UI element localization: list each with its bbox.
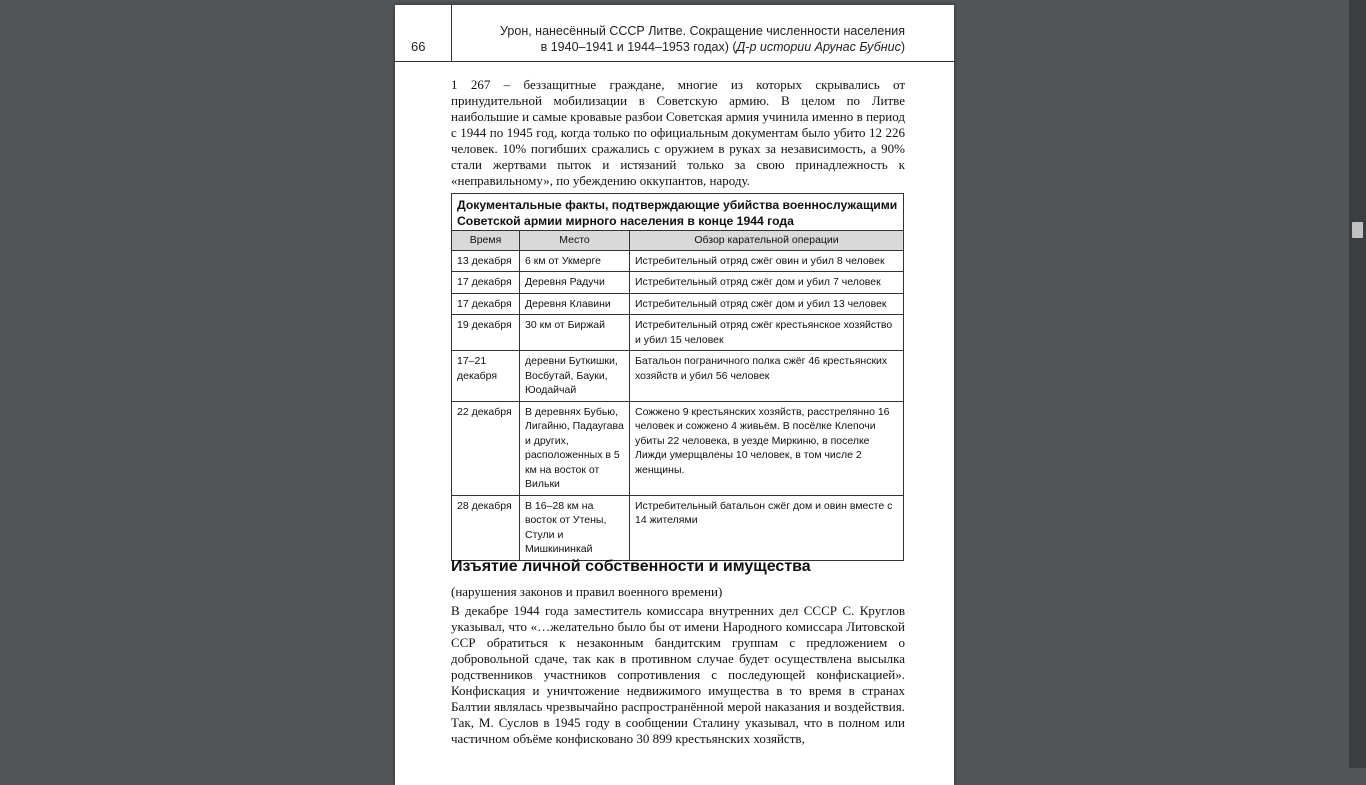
cell-time: 22 декабря (452, 401, 520, 495)
section-paragraph: В декабре 1944 года заместитель комиссара внутренних дел СССР С. Круглов указывал, что «…желательно было бы от имени Народного комиссара Литовской ССР обратиться к незаконным бандитским группам с предложением о добровольной сдаче, так как в противном случае будет осуществлена высылка родственников участников сопротивления с последующей конфискацией». Конфискация и уничтожение недвижимого имущества в то время в странах Балтии являлась чрезвычайно распространённой мерой наказания и воздействия. Так, М. Суслов в 1945 году в сообщении Сталину указывал, что в полном или частичном объёме конфисковано 30 899 крестьянских хозяйств, (451, 603, 905, 746)
vertical-scrollbar[interactable] (1349, 0, 1366, 768)
cell-place: 30 км от Биржай (520, 315, 630, 351)
running-head (485, 23, 905, 55)
scrollbar-thumb[interactable] (1352, 222, 1363, 238)
cell-time: 17 декабря (452, 272, 520, 294)
intro-paragraph: 1 267 – беззащитные граждане, многие из которых скрывались от принудительной мобилизации в Советскую армию. В целом по Литве наибольшие и самые кровавые разбои Советская армия учинила именно в период с 1944 по 1945 год, когда только по официальным документам было убито 12 226 человек. 10% погибших сражались с оружием в руках за независимость, а 90% стали жертвами пыток и истязаний только за свою принадлежность к «неправильному», по убеждению оккупантов, народу. (451, 77, 905, 188)
facts-table (451, 193, 904, 561)
cell-operation: Истребительный отряд сжёг крестьянское хозяйство и убил 15 человек (630, 315, 904, 351)
table-row (452, 495, 904, 560)
cell-operation: Истребительный отряд сжёг дом и убил 13 человек (630, 293, 904, 315)
table-caption-row (452, 194, 904, 231)
table-row (452, 293, 904, 315)
header-divider-vertical (451, 5, 452, 62)
document-page (395, 5, 954, 785)
column-header-place: Место (520, 231, 630, 251)
table-row (452, 351, 904, 402)
table-row (452, 401, 904, 495)
table-row (452, 315, 904, 351)
running-head-author: Д-р истории Арунас Бубнис (736, 40, 901, 54)
table-row (452, 272, 904, 294)
section-subheading: (нарушения законов и правил военного времени) (451, 584, 723, 599)
cell-place: Деревня Радучи (520, 272, 630, 294)
running-head-close: ) (900, 40, 905, 54)
table-header-row (452, 231, 904, 251)
cell-place: Деревня Клавини (520, 293, 630, 315)
cell-place: В 16–28 км на восток от Утены, Стули и Мишкининкай (520, 495, 630, 560)
cell-time: 17 декабря (452, 293, 520, 315)
table-row (452, 250, 904, 272)
page-number: 66 (411, 39, 426, 54)
cell-place: В деревнях Бубью, Лигайню, Падаугава и других, расположенных в 5 км на восток от Вильки (520, 401, 630, 495)
cell-time: 19 декабря (452, 315, 520, 351)
cell-operation: Сожжено 9 крестьянских хозяйств, расстрелянно 16 человек и сожжено 4 живьём. В посёлке Клепочи убиты 22 человека, в уезде Миркиню, в поселке Лижди умерщвлены 10 человек, в том числе 2 женщины. (630, 401, 904, 495)
cell-place: 6 км от Укмерге (520, 250, 630, 272)
section-heading: Изъятие личной собственности и имущества (451, 558, 811, 575)
column-header-time: Время (452, 231, 520, 251)
cell-operation: Батальон пограничного полка сжёг 46 крестьянских хозяйств и убил 56 человек (630, 351, 904, 402)
cell-place: деревни Буткишки, Восбутай, Бауки, Юодайчай (520, 351, 630, 402)
running-head-line-1: Урон, нанесённый СССР Литве. Сокращение численности населения (500, 24, 905, 38)
cell-operation: Истребительный отряд сжёг овин и убил 8 человек (630, 250, 904, 272)
cell-time: 17–21 декабря (452, 351, 520, 402)
cell-operation: Истребительный батальон сжёг дом и овин вместе с 14 жителями (630, 495, 904, 560)
running-head-years: в 1940–1941 и 1944–1953 годах) ( (540, 40, 737, 54)
column-header-operation: Обзор карательной операции (630, 231, 904, 251)
cell-time: 13 декабря (452, 250, 520, 272)
running-head-line-2 (485, 39, 905, 55)
cell-operation: Истребительный отряд сжёг дом и убил 7 человек (630, 272, 904, 294)
table-caption: Документальные факты, подтверждающие убийства военнослужащими Советской армии мирного населения в конце 1944 года (452, 194, 904, 231)
header-divider (395, 61, 954, 62)
cell-time: 28 декабря (452, 495, 520, 560)
